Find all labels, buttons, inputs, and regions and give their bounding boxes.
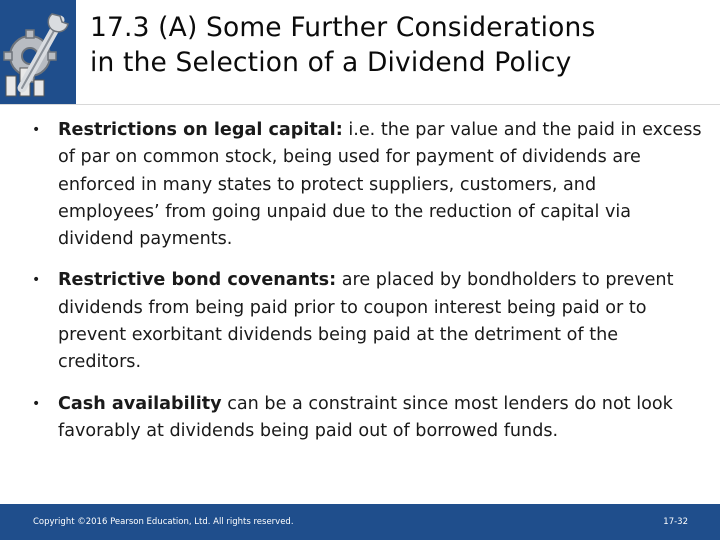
header-divider (0, 104, 720, 105)
footer-bar (0, 504, 720, 540)
bullet-icon: • (32, 272, 41, 289)
bullet-lead: Restrictive bond covenants: (58, 270, 337, 291)
bullet-cash-availability (30, 391, 702, 446)
copyright-text: Copyright ©2016 Pearson Education, Ltd. All rights reserved. (33, 517, 294, 527)
title-line-1: 17.3 (A) Some Further Considerations (90, 12, 596, 43)
tools-wrench-icon (0, 0, 76, 104)
bullet-list (30, 117, 702, 459)
bullet-lead: Cash availability (58, 393, 222, 414)
bullet-icon: • (32, 122, 41, 138)
bullet-legal-capital (30, 117, 702, 253)
logo-badge (0, 0, 76, 104)
bullet-bond-covenants (30, 267, 702, 376)
title-line-2: in the Selection of a Dividend Policy (90, 47, 572, 78)
bullet-icon: • (32, 395, 41, 412)
bullet-text: are placed by bondholders to prevent dividends from being paid prior to coupon interest being paid or to prevent exorbitant dividends being paid at the detriment of the creditors. (58, 270, 674, 373)
page-number: 17-32 (663, 517, 688, 527)
slide-title (90, 10, 710, 80)
bullet-text: i.e. the par value and the paid in excess of par on common stock, being used for payment of dividends are enforced in many states to protect suppliers, customers, and employees’ from going unpaid due to the reduction of capital via dividend payments. (58, 120, 702, 250)
bullet-text: can be a constraint since most lenders do not look favorably at dividends being paid out of borrowed funds. (58, 393, 673, 441)
bullet-lead: Restrictions on legal capital: (58, 120, 343, 140)
